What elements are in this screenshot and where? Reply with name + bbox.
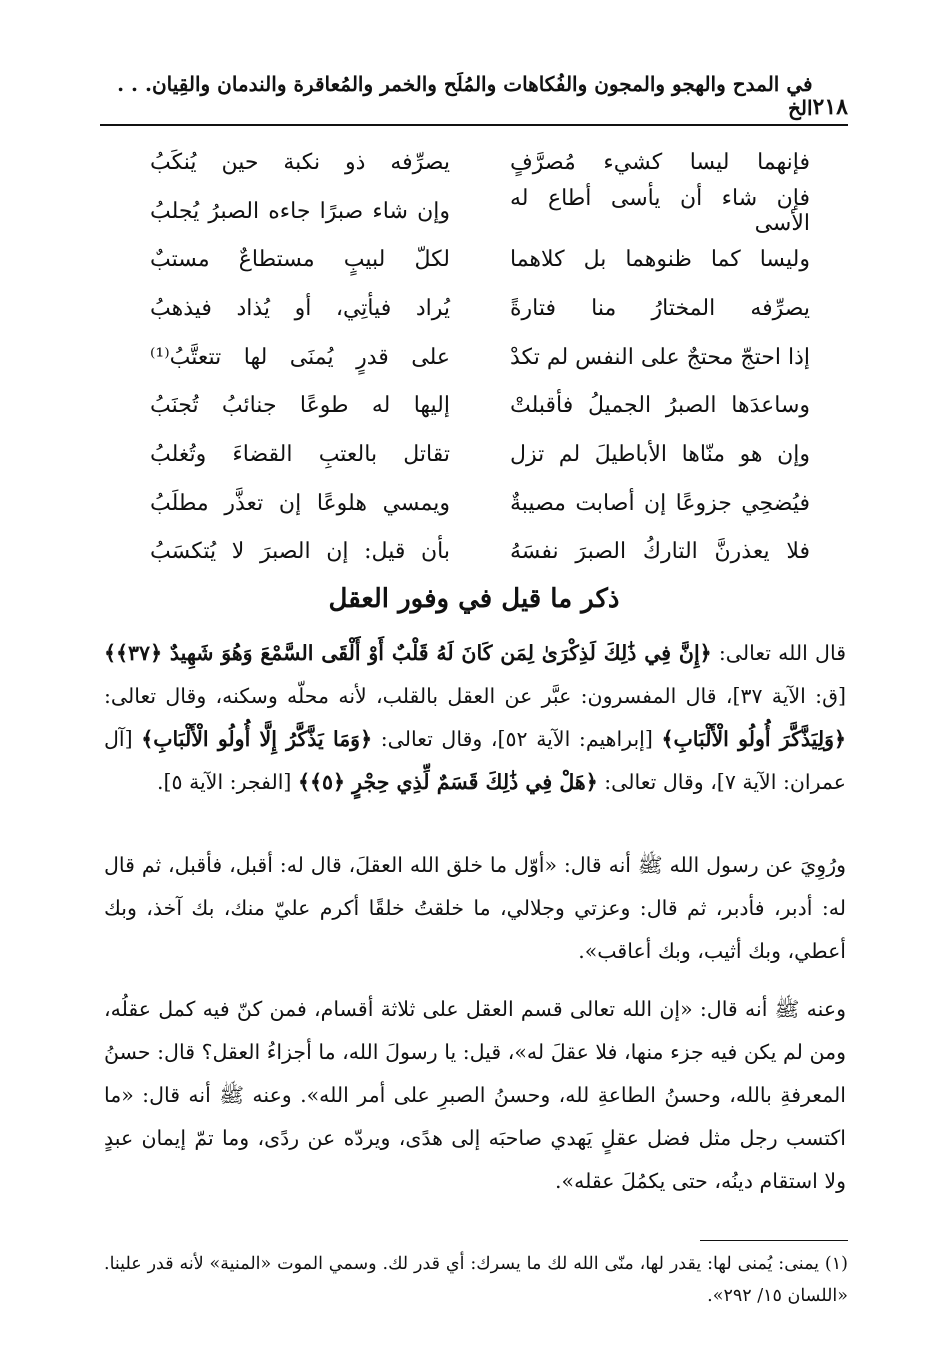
quran-quote: ﴿وَمَا يَذَّكَّرُ إِلَّا أُولُو الْأَلْبَابِ﴾: [141, 727, 373, 751]
verse: [150, 284, 810, 333]
section-heading: ذكر ما قيل في وفور العقل: [328, 584, 620, 614]
paragraph-text: [الفجر: الآية ٥].: [157, 770, 298, 794]
verse: [150, 333, 810, 382]
poem: [150, 138, 810, 576]
verse-first-hemistich: فيُضحِي جزوعًا إن أصابت مصيبةٌ: [510, 490, 810, 516]
verse: [150, 528, 810, 577]
verse-second-hemistich: ويمسي هلوعًا إن تعذَّر مطلَبُ: [150, 490, 450, 516]
footnote-divider: [700, 1240, 848, 1241]
paragraph-text: [آل عمران: الآية ٧]، وقال تعالى:: [104, 727, 846, 794]
page-header: [100, 72, 848, 126]
verse-first-hemistich: فإنهما ليسا كشيء مُصرَّفٍ: [510, 149, 810, 175]
verse-second-hemistich: تقاتل بالعتبِ القضاءَ وتُغلبُ: [150, 441, 450, 467]
verse-second-hemistich: وإن شاء صبرًا جاءه الصبرُ يُجلبُ: [150, 198, 450, 224]
verse-first-hemistich: وإن هو منّاها الأباطيلَ لم تزل: [510, 441, 810, 467]
verse-first-hemistich: وساعدَها الصبرُ الجميلُ فأقبلتْ: [510, 393, 810, 419]
verse: [150, 381, 810, 430]
verse-second-hemistich: يصرِّفه ذو نكبة حين يُنكَبُ: [150, 149, 450, 175]
verse-first-hemistich: إذا احتجّ محتجٌ على النفس لم تكدْ: [510, 344, 810, 370]
page-number: ٢١٨: [812, 94, 848, 120]
footnote: (١) يمنى: يُمنى لها: يقدر لها، منّى الله لك ما يسرك: أي قدر لك. وسمي الموت «المنية» لأنه قدر علينا. «اللسان ١٥/ ٢٩٢».: [104, 1254, 848, 1306]
verse: [150, 187, 810, 236]
verse-second-hemistich: لكلّ لبيبٍ مستطاعٌ مستبٌ: [150, 247, 450, 273]
verse-second-hemistich: إليها له طوعًا جنائبُ تُجنَبُ: [150, 393, 450, 419]
quran-quote: ﴿هَلْ فِي ذَٰلِكَ قَسَمٌ لِّذِي حِجْرٍ ﴿٥﴾﴾: [297, 770, 598, 794]
paragraph-hadith-first: ورُوِيَ عن رسول الله ﷺ أنه قال: «أوّل ما خلق الله العقلَ، قال له: أقبل، فأقبل، ثم قال له: أدبر، فأدبر، ثم قال: وعزتي وجلالي، ما خلقتُ خلقًا أكرم عليّ منك، بك آخذ، وبك أعطي، وبك أثيب، وبك أعاقب».: [104, 853, 846, 963]
paragraph-text: [إبراهيم: الآية ٥٢]، وقال تعالى:: [372, 727, 662, 751]
verse-first-hemistich: فإن شاء أن يأسى أطاع له الأسى: [510, 186, 810, 237]
verse-first-hemistich: فلا يعذرنَّ التاركُ الصبرَ نفسَهُ: [510, 539, 810, 565]
verse-first-hemistich: يصرِّفه المختارُ منا فتارةً: [510, 295, 810, 321]
paragraph-quran-verses: [104, 632, 846, 804]
paragraph-text: قال الله تعالى:: [711, 641, 846, 665]
paragraph-hadith-second: وعنه ﷺ أنه قال: «إن الله تعالى قسم العقل على ثلاثة أقسام، فمن كنّ فيه كمل عقلُه، ومن لم يكن فيه جزء منها، فلا عقلَ له»، قيل: يا رسولَ الله، ما أجزاءُ العقل؟ قال: حسنُ المعرفةِ بالله، وحسنُ الطاعةِ لله، وحسنُ الصبرِ على أمر الله». وعنه ﷺ أنه قال: «ما اكتسب رجل مثل فضل عقلٍ يَهدي صاحبَه إلى هدًى، ويردّه عن ردًى، وما تمّ إيمان عبدٍ ولا استقام دينُه، حتى يكمُلَ عقله».: [104, 997, 846, 1193]
verse: [150, 235, 810, 284]
quran-quote: ﴿وَلِيَذَّكَّرَ أُولُو الْأَلْبَابِ﴾: [661, 727, 846, 751]
verse: [150, 430, 810, 479]
verse: [150, 479, 810, 528]
paragraph-text: [ق: الآية ٣٧]، قال المفسرون: عبَّر عن العقل بالقلب، لأنه محلّه وسكنه، وقال تعالى:: [104, 684, 846, 708]
verse-first-hemistich: وليسا كما ظنوهما بل كلاهما: [510, 247, 810, 273]
verse: [150, 138, 810, 187]
verse-second-hemistich: يُراد فيأتِي، أو يُذاد فيذهبُ: [150, 295, 450, 321]
quran-quote: ﴿إِنَّ فِي ذَٰلِكَ لَذِكْرَىٰ لِمَن كَانَ لَهُ قَلْبٌ أَوْ أَلْقَى السَّمْعَ وَهُوَ شَهِيدٌ ﴿٣٧﴾﴾: [104, 641, 712, 665]
verse-second-hemistich: بأن قيل: إن الصبرَ لا يُتكسَبُ: [150, 539, 450, 565]
verse-second-hemistich: على قدرٍ يُمنَى لها تتعتَّبُ⁽¹⁾: [150, 344, 450, 370]
running-title: في المدح والهجو والمجون والفُكاهات والمُلَح والخمر والمُعاقرة والندمان والقِيان. . . الخ: [117, 72, 813, 120]
